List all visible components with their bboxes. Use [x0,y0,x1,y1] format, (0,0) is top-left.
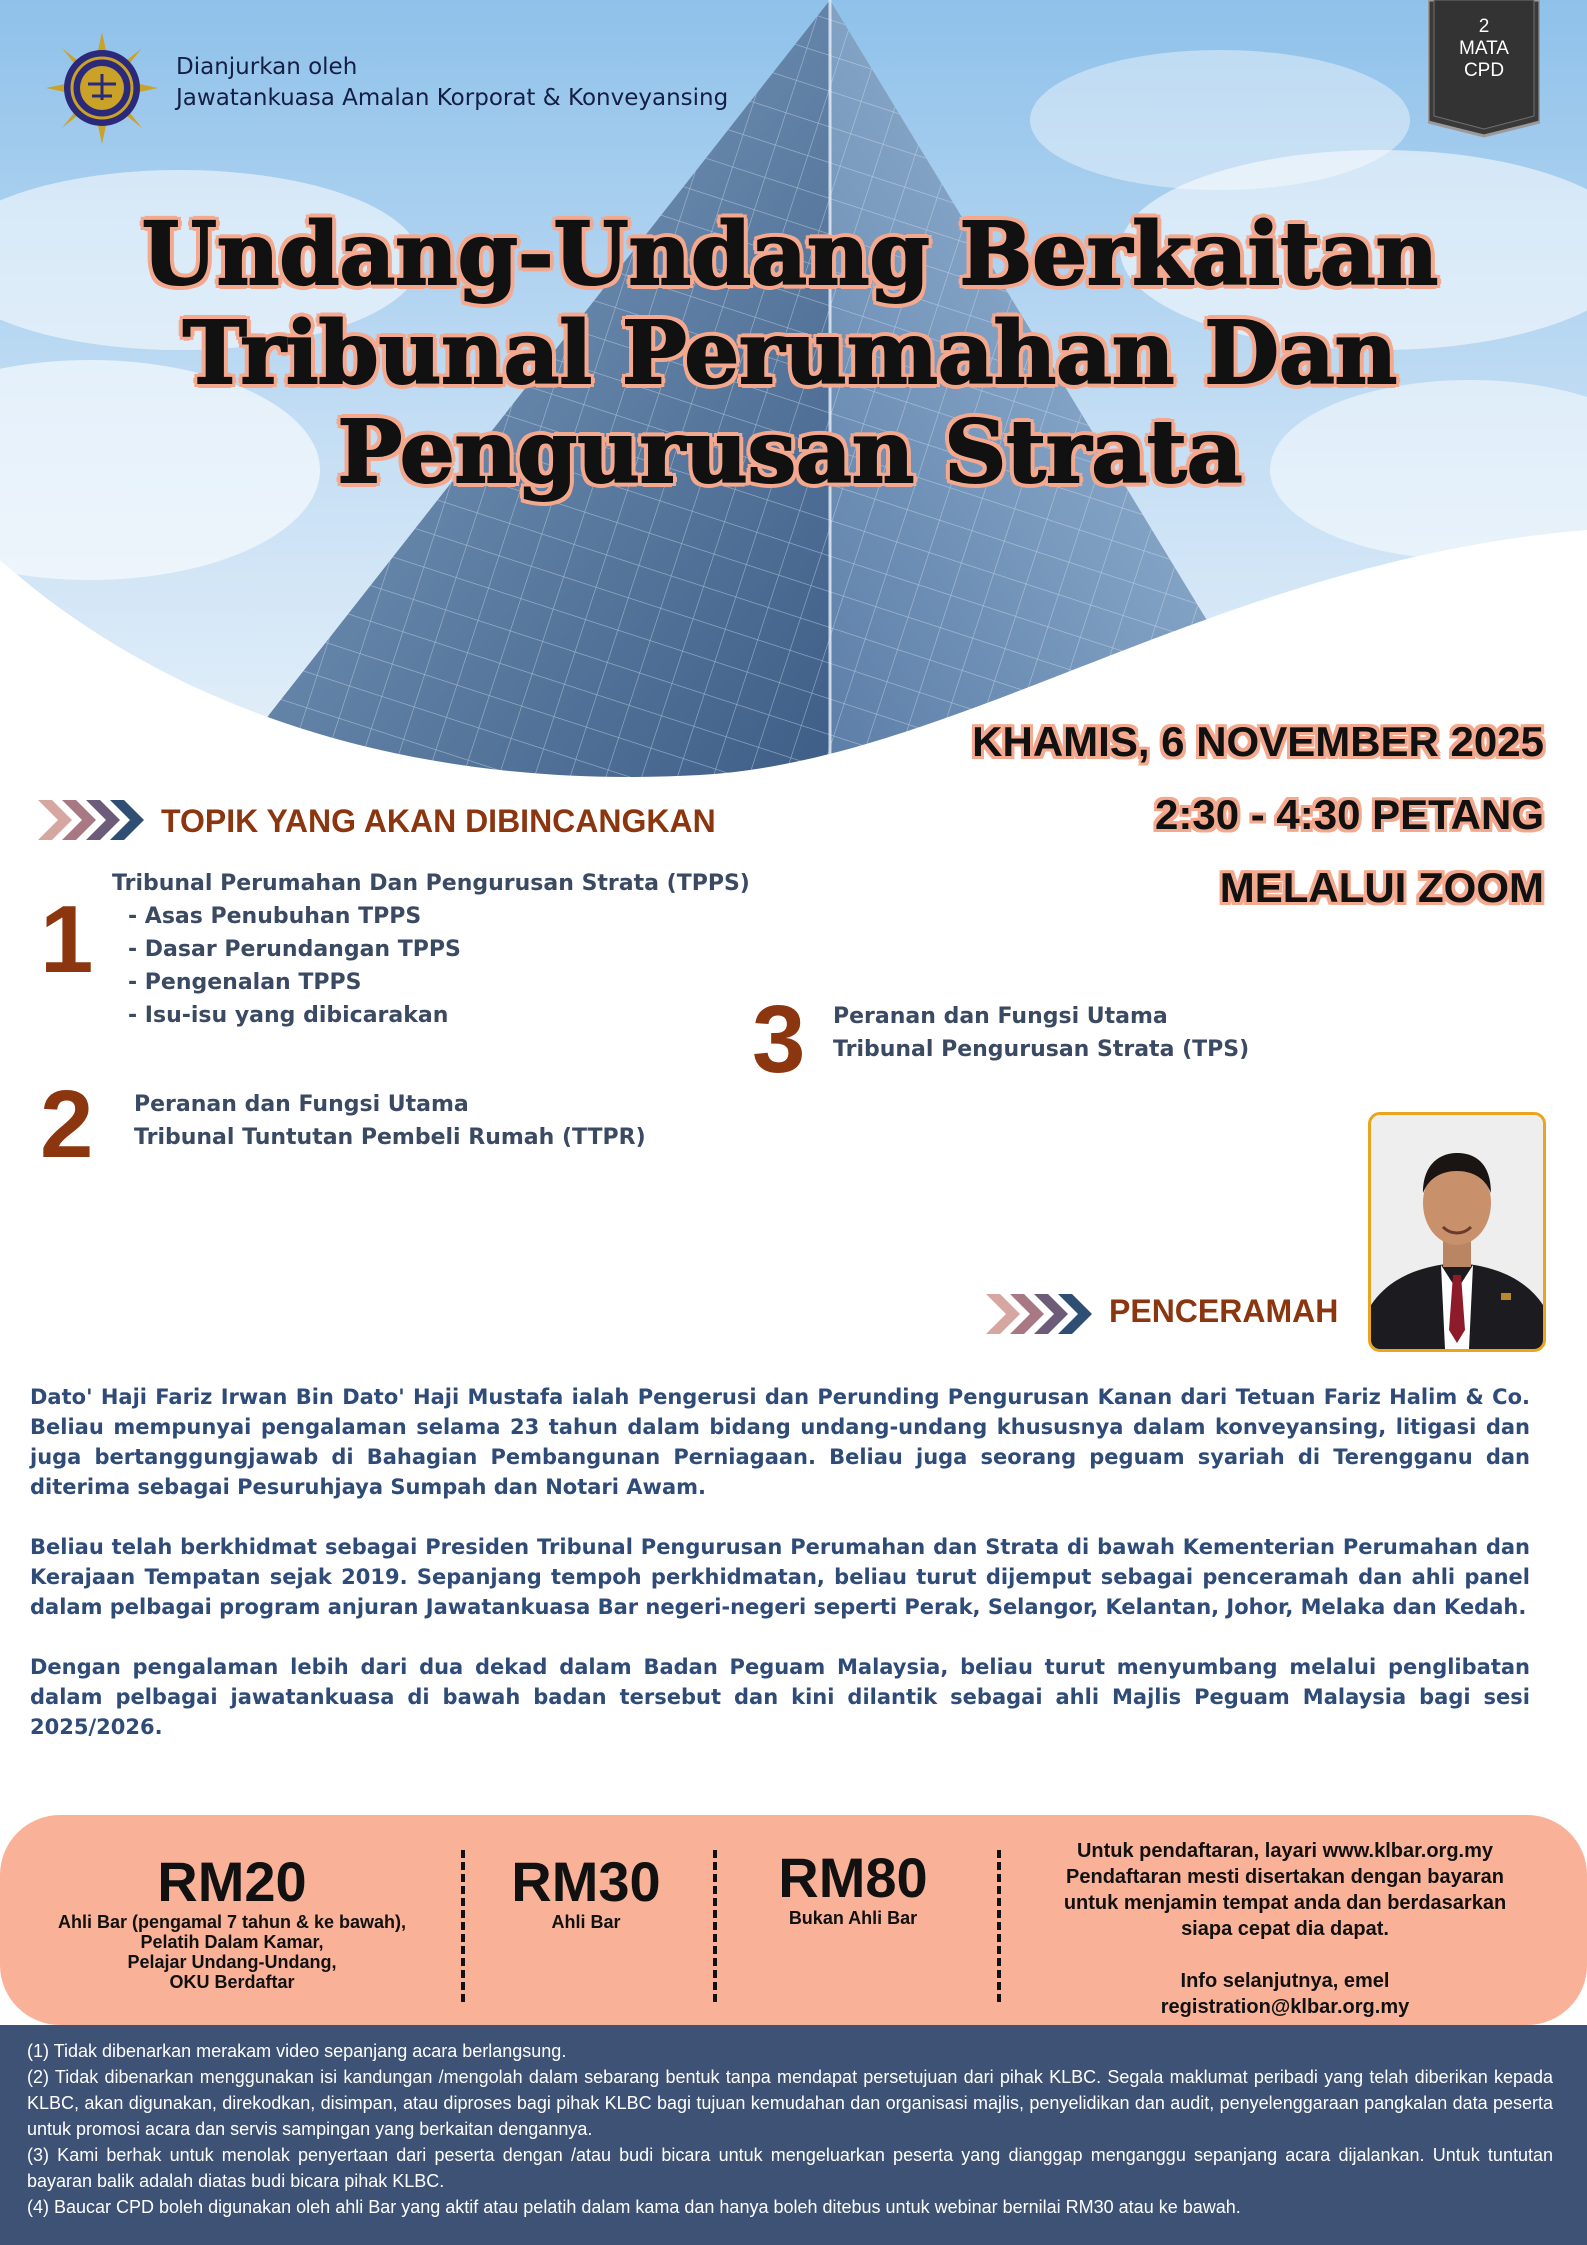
poster-title [20,205,1560,502]
registration-line5: Info selanjutnya, emel [1180,1970,1390,1992]
event-venue: MELALUI ZOOM [1219,864,1544,911]
speaker-bio [30,1382,1530,1772]
klbc-logo-icon [44,30,160,146]
bio-paragraph: Dengan pengalaman lebih dari dua dekad dalam Badan Peguam Malaysia, beliau turut menyumbang melalui penglibatan dalam pelbagai jawatankuasa di bawah badan tersebut dan kini dilantik sebagai ahli Majlis Peguam Malaysia bagi sesi 2025/2026. [30,1655,1530,1739]
cpd-label-mata: MATA [1459,38,1509,59]
topic-1 [112,867,750,1032]
registration-line3: untuk menjamin tempat anda dan berdasarkan [1063,1892,1507,1914]
fee-description [486,1912,686,1932]
fee-desc-line: Pelatih Dalam Kamar, [140,1932,324,1952]
term-item: (2) Tidak dibenarkan menggunakan isi kandungan /mengolah dalam sebarang bentuk tanpa mendapat persetujuan dari pihak KLBC. Segala maklumat peribadi yang telah diberikan kepada KLBC, akan digunakan, direkodkan, disimpan, atau diproses bagi pihak KLBC bagi tujuan kemudahan dan organisasi majlis, penyelidikan dan audit, penyelenggaraan pangkalan data peserta untuk promosi acara dan servis sampingan yang berkaitan dengannya. [27,2067,1553,2139]
registration-line1: Untuk pendaftaran, layari www.klbar.org.my [1076,1840,1494,1862]
fee-desc-line: Bukan Ahli Bar [788,1908,918,1928]
topic-2-line2: Tribunal Tuntutan Pembeli Rumah (TTPR) [134,1125,646,1150]
fee-desc-line: Ahli Bar [551,1912,621,1932]
topic-3 [833,1000,1249,1066]
speaker-heading: PENCERAMAH [1109,1293,1339,1329]
speaker-photo [1368,1112,1546,1352]
organizer-line2: Jawatankuasa Amalan Korporat & Konveyansing [176,85,729,111]
registration-line4: siapa cepat dia dapat. [1181,1918,1389,1940]
title-line1: Undang-Undang Berkaitan [141,204,1439,305]
fee-desc-line: Ahli Bar (pengamal 7 tahun & ke bawah), [57,1912,407,1932]
organizer-text [176,52,728,114]
cpd-badge-text [1428,16,1540,82]
cpd-label-cpd: CPD [1463,60,1505,81]
topic-1-number: 1 [40,886,94,993]
topic-3-line2: Tribunal Pengurusan Strata (TPS) [833,1037,1250,1062]
fee-amount: RM80 [778,1846,928,1909]
topic-1-title: Tribunal Perumahan Dan Pengurusan Strata (TPPS) [112,871,750,896]
fee-description [743,1908,963,1928]
fee-desc-line: OKU Berdaftar [169,1972,295,1992]
bio-paragraph: Beliau telah berkhidmat sebagai Presiden Tribunal Pengurusan Perumahan dan Strata di bawah Kementerian Perumahan dan Kerajaan Tempatan sejak 2019. Sepanjang tempoh perkhidmatan, beliau turut dijemput sebagai penceramah dan ahli panel dalam pelbagai program anjuran Jawatankuasa Bar negeri-negeri seperti Perak, Selangor, Kelantan, Johor, Melaka dan Kedah. [30,1535,1530,1619]
topic-2 [134,1088,646,1154]
event-date: KHAMIS, 6 NOVEMBER 2025 [972,718,1544,765]
fee-rm20 [22,1852,442,1992]
term-item: (1) Tidak dibenarkan merakam video sepanjang acara berlangsung. [27,2041,567,2061]
fee-amount: RM30 [511,1850,661,1913]
fee-rm30 [486,1852,686,1932]
topic-1-subpoint: - Asas Penubuhan TPPS [128,904,422,929]
terms-and-conditions [27,2038,1553,2220]
registration-line2: Pendaftaran mesti disertakan dengan bayaran [1066,1866,1504,1888]
event-time: 2:30 - 4:30 PETANG [1154,791,1544,838]
organizer-line1: Dianjurkan oleh [176,54,358,80]
chevron-arrows-icon [38,800,150,844]
registration-email: registration@klbar.org.my [1160,1996,1410,2018]
topic-2-line1: Peranan dan Fungsi Utama [134,1092,469,1117]
fee-divider [997,1850,1001,2002]
fee-rm80 [743,1848,963,1928]
term-item: (3) Kami berhak untuk menolak penyertaan dari peserta dengan /atau budi bicara untuk mengeluarkan peserta yang dianggap menganggu sepanjang acara dijalankan. Untuk tuntutan bayaran balik adalah diatas budi bicara pihak KLBC. [27,2145,1553,2191]
fee-divider [713,1850,717,2002]
fee-description [22,1912,442,1992]
title-line2: Tribunal Perumahan Dan [182,303,1398,404]
chevron-arrows-icon [986,1294,1098,1338]
fee-divider [461,1850,465,2002]
fee-amount: RM20 [157,1850,307,1913]
registration-info [1020,1838,1550,2020]
topic-3-number: 3 [752,986,806,1093]
bio-paragraph: Dato' Haji Fariz Irwan Bin Dato' Haji Mustafa ialah Pengerusi dan Perunding Pengurusan Kanan dari Tetuan Fariz Halim & Co. Beliau mempunyai pengalaman selama 23 tahun dalam bidang undang-undang khususnya dalam konveyansing, litigasi dan juga bertanggungjawab di Bahagian Pembangunan Perniagaan. Beliau juga seorang peguam syariah di Terengganu dan diterima sebagai Pesuruhjaya Sumpah dan Notari Awam. [30,1385,1530,1499]
event-info [972,705,1544,924]
topic-2-number: 2 [40,1071,94,1178]
topic-1-subpoint: - Pengenalan TPPS [128,970,362,995]
topic-1-subpoint: - Dasar Perundangan TPPS [128,937,461,962]
topics-heading: TOPIK YANG AKAN DIBINCANGKAN [161,803,716,839]
fee-desc-line: Pelajar Undang-Undang, [127,1952,337,1972]
topic-3-line1: Peranan dan Fungsi Utama [833,1004,1168,1029]
topic-1-subpoint: - Isu-isu yang dibicarakan [128,1003,449,1028]
term-item: (4) Baucar CPD boleh digunakan oleh ahli Bar yang aktif atau pelatih dalam kama dan hanya boleh ditebus untuk webinar bernilai RM30 atau ke bawah. [27,2197,1241,2217]
title-line3: Pengurusan Strata [337,402,1243,503]
cpd-points: 2 [1478,16,1490,37]
